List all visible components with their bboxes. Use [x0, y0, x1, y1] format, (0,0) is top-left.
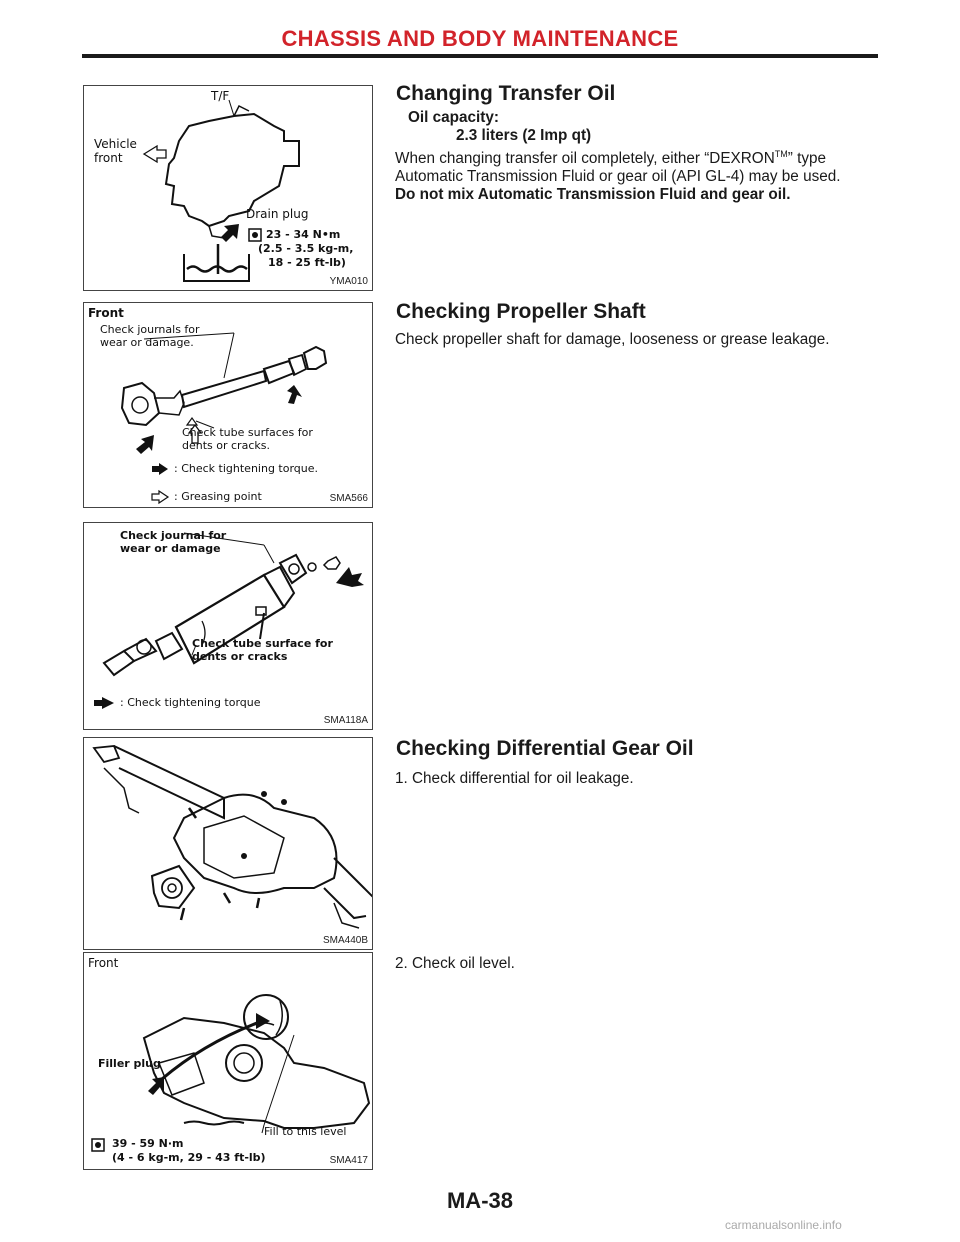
body-text-1: When changing transfer oil completely, either “DEXRON	[395, 150, 775, 168]
label-torque-3: 18 - 25 ft-lb)	[268, 256, 346, 269]
section-checking-oil-level	[396, 955, 886, 973]
label-drain-plug: Drain plug	[246, 207, 309, 221]
body-text-2: ” type	[787, 150, 827, 168]
label-vehicle: Vehicle	[94, 137, 137, 151]
oil-level-drawing	[84, 953, 373, 1170]
header-rule	[82, 54, 878, 58]
label-torque-2: (2.5 - 3.5 kg-m,	[258, 242, 354, 255]
figure-oil-level	[83, 952, 373, 1170]
label-front: Front	[88, 956, 119, 970]
trademark-mark: TM	[774, 149, 788, 160]
label-journals-1: Check journals for	[100, 323, 200, 336]
label-tube-2: dents or cracks	[192, 650, 288, 663]
label-torque-2: (4 - 6 kg-m, 29 - 43 ft-lb)	[112, 1151, 266, 1164]
label-legend-torque: : Check tightening torque	[120, 696, 261, 709]
figure-code: YMA010	[329, 276, 368, 287]
oil-capacity-value: 2.3 liters (2 Imp qt)	[456, 127, 592, 145]
transfer-oil-body	[395, 145, 886, 168]
page-header-title: CHASSIS AND BODY MAINTENANCE	[281, 26, 679, 51]
differential-step-1: 1. Check differential for oil leakage.	[395, 770, 634, 788]
figure-propeller-shaft-2	[83, 522, 373, 730]
label-torque-1: 23 - 34 N•m	[266, 228, 341, 241]
transfer-case-drawing	[84, 86, 373, 291]
oil-capacity-label: Oil capacity:	[408, 109, 499, 127]
page-number: MA-38	[446, 1188, 513, 1213]
section-title: Checking Propeller Shaft	[396, 300, 646, 323]
propeller-shaft-body: Check propeller shaft for damage, looseness or grease leakage.	[395, 331, 830, 349]
differential-drawing	[84, 738, 373, 950]
label-filler-plug: Filler plug	[98, 1057, 161, 1070]
figure-code: SMA566	[329, 493, 368, 504]
transfer-oil-warning: Do not mix Automatic Transmission Fluid and gear oil.	[395, 186, 791, 204]
label-front: Front	[88, 306, 124, 320]
label-legend-torque: : Check tightening torque.	[174, 462, 319, 475]
figure-code: SMA118A	[323, 715, 368, 726]
figure-differential	[83, 737, 373, 950]
figure-code: SMA417	[329, 1155, 368, 1166]
label-journal-1: Check journal for	[120, 529, 227, 542]
section-changing-transfer-oil	[396, 82, 886, 204]
figure-propeller-shaft-1	[83, 302, 373, 508]
label-torque-1: 39 - 59 N·m	[112, 1137, 184, 1150]
transfer-oil-body-cont: Automatic Transmission Fluid or gear oil (API GL-4) may be used.	[395, 168, 841, 186]
section-checking-differential-gear-oil	[396, 737, 886, 788]
watermark: carmanualsonline.info	[725, 1218, 842, 1232]
section-title: Changing Transfer Oil	[396, 82, 616, 105]
figure-transfer-drain	[83, 85, 373, 291]
figure-code: SMA440B	[322, 935, 368, 946]
label-tf: T/F	[211, 89, 230, 103]
propeller-shaft-drawing	[84, 303, 373, 508]
label-tube-1: Check tube surface for	[192, 637, 333, 650]
section-title: Checking Differential Gear Oil	[396, 737, 694, 760]
label-legend-grease: : Greasing point	[174, 490, 262, 503]
propeller-shaft-detail-drawing	[84, 523, 373, 730]
label-fill-level: Fill to this level	[264, 1125, 347, 1138]
section-checking-propeller-shaft	[396, 300, 886, 349]
label-tube-1: Check tube surfaces for	[182, 426, 313, 439]
differential-step-2: 2. Check oil level.	[395, 955, 515, 972]
label-tube-2: dents or cracks.	[182, 439, 270, 452]
label-front: front	[94, 151, 123, 165]
label-journals-2: wear or damage.	[100, 336, 194, 349]
label-journal-2: wear or damage	[120, 542, 221, 555]
